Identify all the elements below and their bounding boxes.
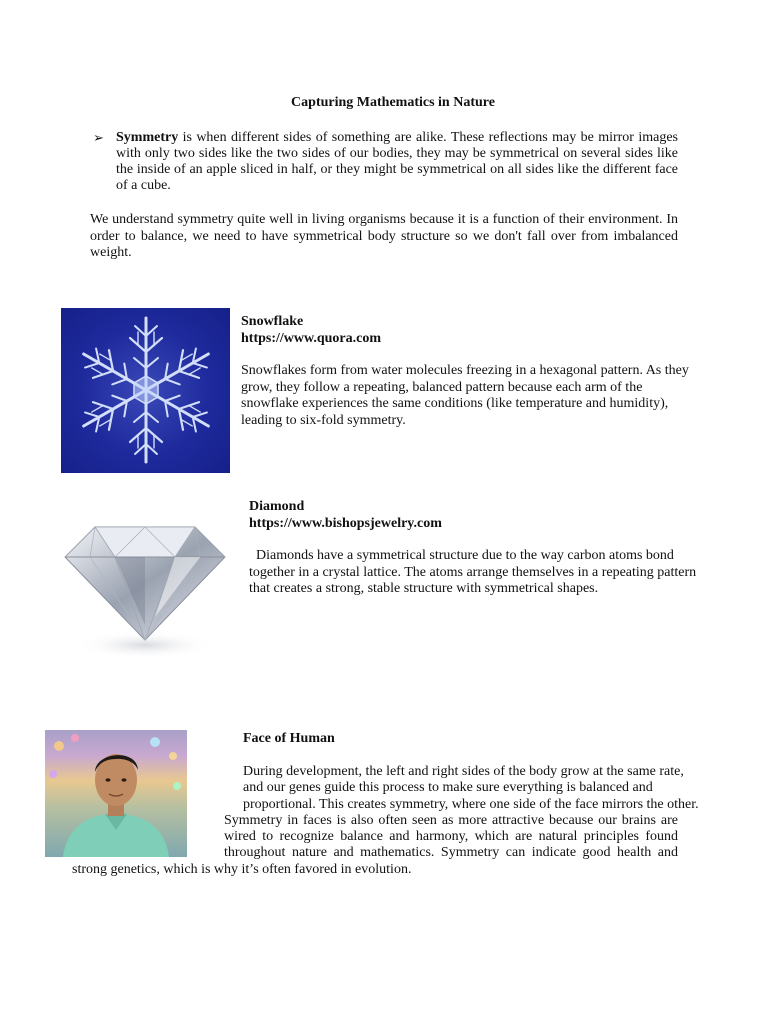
intro-paragraph: We understand symmetry quite well in living organisms because it is a function of their environment. In order to balance, we need to have symmetrical body structure so we don't fall over from imbalanced weight. [90,212,678,260]
face-text-line: wired to recognize balance and harmony, which are natural principles found [224,829,678,845]
face-text-line: strong genetics, which is why it’s often favored in evolution. [72,861,412,877]
diamond-graphic [55,505,235,665]
face-description [0,764,699,878]
face-text-line: throughout nature and mathematics. Symmetry can indicate good health and [224,845,678,861]
face-text-line: and our genes guide this process to make sure everything is balanced and [243,780,653,796]
snowflake-graphic [61,308,230,473]
face-text-line: During development, the left and right sides of the body grow at the same rate, [243,764,684,779]
diamond-heading [249,498,442,532]
snowflake-description: Snowflakes form from water molecules freezing in a hexagonal pattern. As they grow, they follow a repeating, balanced pattern because each arm of the snowflake experiences the same conditions (like temperature and humidity), leading to six-fold symmetry. [241,363,689,428]
symmetry-term: Symmetry [116,130,179,145]
face-text-line: Symmetry in faces is also often seen as more attractive because our brains are [224,812,678,828]
page-title: Capturing Mathematics in Nature [291,95,495,110]
face-text-line: proportional. This creates symmetry, where one side of the face mirrors the other. [243,796,699,812]
snowflake-heading [241,313,381,347]
face-heading: Face of Human [243,731,335,746]
snowflake-title: Snowflake [241,314,304,329]
symmetry-definition-text: is when different sides of something are alike. These reflections may be mirror images with only two sides like the two sides of our bodies, they may be symmetrical on several sides like the inside of an apple sliced in half, or they might be symmetrical on all sides like the different face of a cube. [116,130,678,193]
snowflake-source: https://www.quora.com [241,331,382,346]
diamond-title: Diamond [249,499,305,514]
diamond-image [55,505,235,665]
symmetry-definition [116,130,678,194]
bullet-arrow-icon: ➢ [93,130,104,145]
snowflake-image [61,308,230,473]
diamond-source: https://www.bishopsjewelry.com [249,516,442,531]
diamond-description: Diamonds have a symmetrical structure due to the way carbon atoms bond together in a crystal lattice. The atoms arrange themselves in a repeating pattern that creates a strong, stable structure with symmetrical shapes. [249,548,700,596]
